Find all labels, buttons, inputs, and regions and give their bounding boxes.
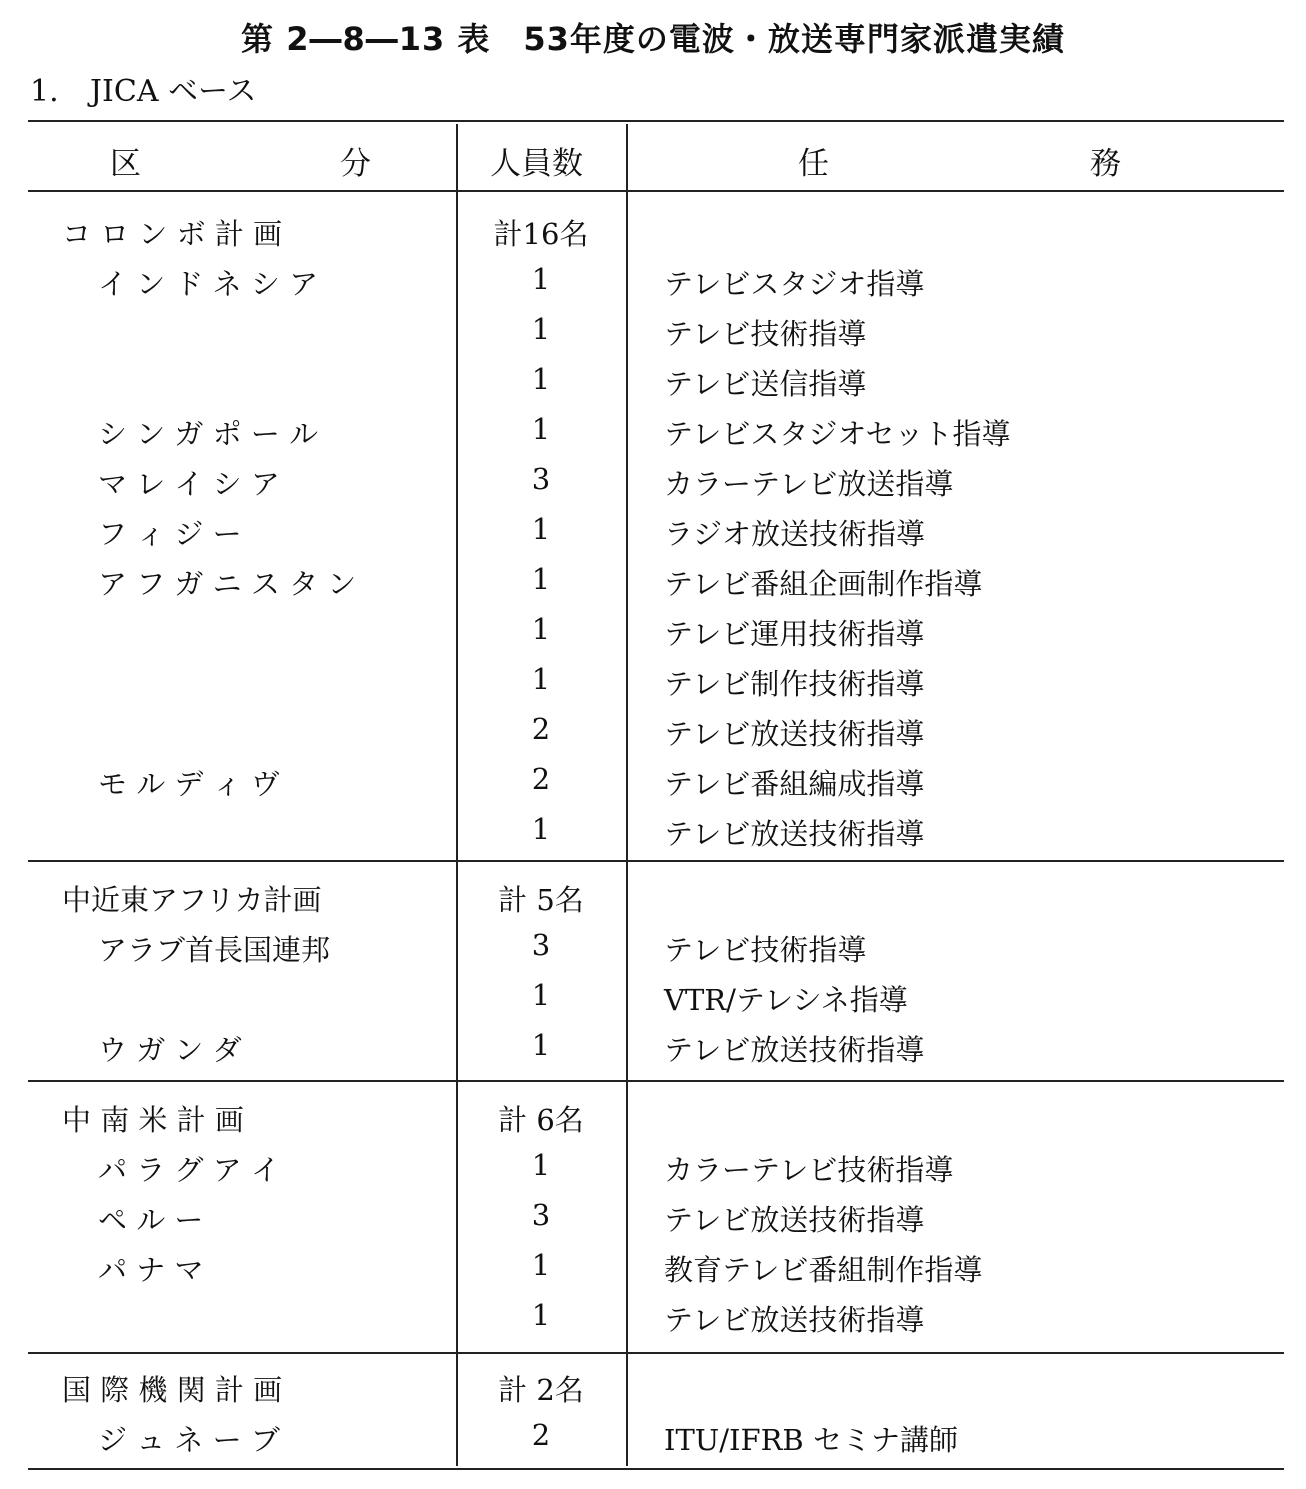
row-duty: テレビ送信指導 bbox=[664, 367, 867, 401]
row-duty: テレビ放送技術指導 bbox=[664, 1033, 925, 1067]
section-subtitle bbox=[30, 66, 257, 110]
row-category: ペ ル ー bbox=[98, 1203, 204, 1237]
row-count: 1 bbox=[531, 362, 551, 396]
row-category: パ ラ グ ア イ bbox=[98, 1153, 280, 1187]
table-row bbox=[28, 356, 1284, 406]
row-count: 3 bbox=[531, 928, 551, 962]
row-duty: テレビスタジオセット指導 bbox=[664, 417, 1011, 451]
table-row bbox=[28, 556, 1284, 606]
table-row bbox=[28, 606, 1284, 656]
header-category-a: 区 bbox=[110, 146, 141, 182]
row-count: 1 bbox=[531, 1148, 551, 1182]
section-number: 1. bbox=[30, 74, 59, 109]
table-title: 第 2―8―13 表 53年度の電波・放送専門家派遣実績 bbox=[241, 20, 1065, 58]
table-row bbox=[28, 1192, 1284, 1242]
table-row bbox=[28, 1092, 1284, 1142]
row-duty: テレビ番組企画制作指導 bbox=[664, 567, 983, 601]
group-divider-1 bbox=[28, 860, 1284, 862]
section-label: JICA ベース bbox=[90, 74, 257, 109]
table-row bbox=[28, 1142, 1284, 1192]
row-count: 1 bbox=[531, 1298, 551, 1332]
row-duty: テレビ放送技術指導 bbox=[664, 717, 925, 751]
row-count: 2 bbox=[531, 712, 551, 746]
row-category: シ ン ガ ポ ー ル bbox=[98, 417, 319, 451]
row-category: 中 南 米 計 画 bbox=[62, 1103, 244, 1137]
row-duty: カラーテレビ技術指導 bbox=[664, 1153, 954, 1187]
row-count: 1 bbox=[531, 412, 551, 446]
table-row bbox=[28, 806, 1284, 856]
table-row bbox=[28, 1242, 1284, 1292]
row-count: 1 bbox=[531, 1028, 551, 1062]
row-count: 1 bbox=[531, 662, 551, 696]
row-duty: ITU/IFRB セミナ講師 bbox=[664, 1423, 958, 1457]
table-row bbox=[28, 206, 1284, 256]
row-count: 1 bbox=[531, 1248, 551, 1282]
row-duty: VTR/テレシネ指導 bbox=[664, 983, 908, 1017]
row-category: ジ ュ ネ ー ブ bbox=[98, 1423, 280, 1457]
table-row bbox=[28, 306, 1284, 356]
row-duty: テレビ技術指導 bbox=[664, 317, 867, 351]
header-count: 人員数 bbox=[490, 146, 583, 182]
header-duty-b: 務 bbox=[1090, 146, 1121, 182]
row-count: 計 2名 bbox=[498, 1373, 584, 1407]
table-bottom-border bbox=[28, 1468, 1284, 1470]
row-count: 1 bbox=[531, 978, 551, 1012]
row-duty: カラーテレビ放送指導 bbox=[664, 467, 954, 501]
row-count: 計16名 bbox=[493, 217, 589, 251]
group-divider-3 bbox=[28, 1352, 1284, 1354]
row-category: フ ィ ジ ー bbox=[98, 517, 242, 551]
row-category: パ ナ マ bbox=[98, 1253, 204, 1287]
row-count: 計 5名 bbox=[498, 883, 584, 917]
table-row bbox=[28, 1292, 1284, 1342]
row-duty: テレビ番組編成指導 bbox=[664, 767, 925, 801]
table-row bbox=[28, 1022, 1284, 1072]
table-row bbox=[28, 756, 1284, 806]
row-duty: テレビ放送技術指導 bbox=[664, 1203, 925, 1237]
table-row bbox=[28, 972, 1284, 1022]
table-row bbox=[28, 406, 1284, 456]
header-category-b: 分 bbox=[340, 146, 371, 182]
row-category: ウ ガ ン ダ bbox=[98, 1033, 242, 1067]
table-row bbox=[28, 656, 1284, 706]
table-row bbox=[28, 506, 1284, 556]
row-count: 3 bbox=[531, 462, 551, 496]
row-duty: テレビ技術指導 bbox=[664, 933, 867, 967]
row-category: ア フ ガ ニ ス タ ン bbox=[98, 567, 357, 601]
row-duty: テレビ放送技術指導 bbox=[664, 1303, 925, 1337]
row-category: マ レ イ シ ア bbox=[98, 467, 280, 501]
row-category: モ ル デ ィ ヴ bbox=[98, 767, 280, 801]
row-duty: テレビスタジオ指導 bbox=[664, 267, 925, 301]
row-category: コ ロ ン ボ 計 画 bbox=[62, 217, 283, 251]
group-divider-2 bbox=[28, 1080, 1284, 1082]
row-category: 中近東アフリカ計画 bbox=[62, 883, 322, 917]
row-duty: ラジオ放送技術指導 bbox=[664, 517, 926, 551]
row-count: 1 bbox=[531, 612, 551, 646]
row-count: 1 bbox=[531, 262, 551, 296]
row-count: 1 bbox=[531, 562, 551, 596]
row-category: イ ン ド ネ シ ア bbox=[98, 267, 319, 301]
table-row bbox=[28, 922, 1284, 972]
row-count: 3 bbox=[531, 1198, 551, 1232]
header-bottom-border bbox=[28, 190, 1284, 192]
row-count: 計 6名 bbox=[498, 1103, 584, 1137]
header-duty-a: 任 bbox=[798, 146, 829, 182]
table-row bbox=[28, 1362, 1284, 1412]
row-category: 国 際 機 関 計 画 bbox=[62, 1373, 283, 1407]
table-row bbox=[28, 872, 1284, 922]
row-duty: 教育テレビ番組制作指導 bbox=[664, 1253, 983, 1287]
row-count: 1 bbox=[531, 512, 551, 546]
row-count: 2 bbox=[531, 762, 551, 796]
table-row bbox=[28, 706, 1284, 756]
row-duty: テレビ制作技術指導 bbox=[664, 667, 925, 701]
row-count: 1 bbox=[531, 312, 551, 346]
table-row bbox=[28, 456, 1284, 506]
row-count: 1 bbox=[531, 812, 551, 846]
row-duty: テレビ運用技術指導 bbox=[664, 617, 925, 651]
row-count: 2 bbox=[531, 1418, 551, 1452]
table-top-border bbox=[28, 120, 1284, 122]
table-row bbox=[28, 256, 1284, 306]
row-duty: テレビ放送技術指導 bbox=[664, 817, 925, 851]
table-row bbox=[28, 1412, 1284, 1462]
row-category: アラブ首長国連邦 bbox=[98, 933, 331, 967]
